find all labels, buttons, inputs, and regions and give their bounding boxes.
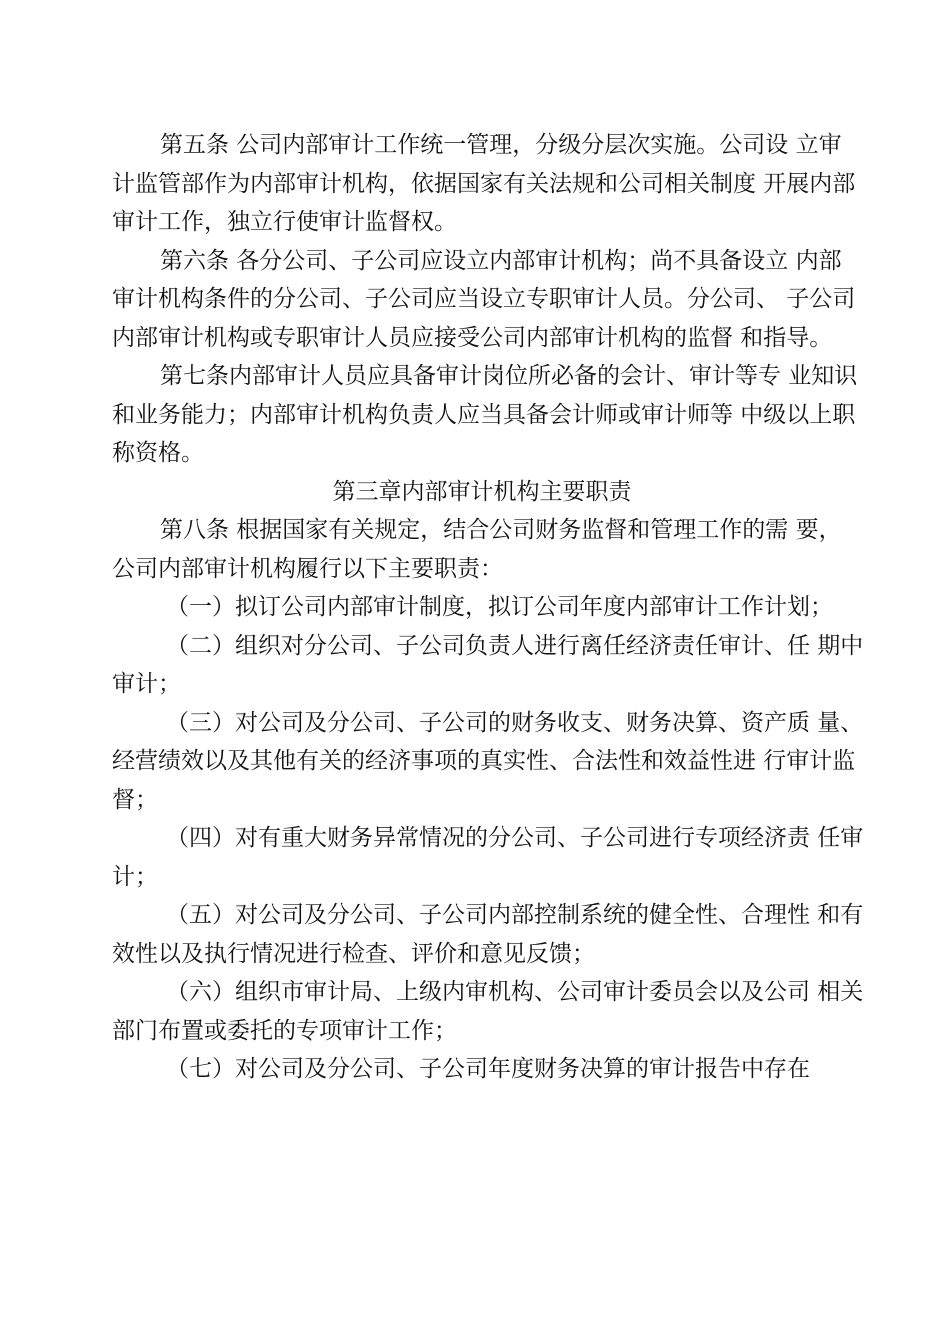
duty-item-3-line-2: 经营绩效以及其他有关的经济事项的真实性、合法性和效益性进 行审计监 [112,748,856,774]
article-5-line-3: 审计工作，独立行使审计监督权。 [112,209,457,235]
article-6-line-2: 审计机构条件的分公司、子公司应当设立专职审计人员。分公司、 子公司 [112,286,856,312]
duty-item-1: （一）拟订公司内部审计制度，拟订公司年度内部审计工作计划； [166,594,833,620]
document-body [112,126,864,1089]
duty-item-5-line-1: （五）对公司及分公司、子公司内部控制系统的健全性、合理性 和有 [166,902,864,928]
duty-item-4-line-2: 计； [112,863,158,890]
duty-item-2-line-1: （二）组织对分公司、子公司负责人进行离任经济责任审计、任 期中 [166,632,864,659]
duty-item-5-line-2: 效性以及执行情况进行检查、评价和意见反馈； [112,940,595,967]
duty-item-7-line-1: （七）对公司及分公司、子公司年度财务决算的审计报告中存在 [166,1056,810,1082]
article-5-line-2: 计监管部作为内部审计机构，依据国家有关法规和公司相关制度 开展内部 [112,170,856,197]
article-5-line-1: 第五条 公司内部审计工作统一管理，分级分层次实施。公司设 立审 [160,132,842,158]
article-8-line-1: 第八条 根据国家有关规定，结合公司财务监督和管理工作的需 要， [160,517,842,543]
duty-item-6-line-1: （六）组织市审计局、上级内审机构、公司审计委员会以及公司 相关 [166,979,864,1005]
duty-item-6-line-2: 部门布置或委托的专项审计工作； [112,1017,457,1044]
article-6-line-3: 内部审计机构或专职审计人员应接受公司内部审计机构的监督 和指导。 [112,324,833,351]
article-8-line-2: 公司内部审计机构履行以下主要职责： [112,555,503,582]
duty-item-3-line-3: 督； [112,786,158,813]
article-7-line-2: 和业务能力；内部审计机构负责人应当具备会计师或审计师等 中级以上职 [112,401,856,428]
duty-item-4-line-1: （四）对有重大财务异常情况的分公司、子公司进行专项经济责 任审 [166,825,864,851]
duty-item-2-line-2: 审计； [112,671,181,697]
duty-item-3-line-1: （三）对公司及分公司、子公司的财务收支、财务决算、资产质 量、 [166,709,864,736]
chapter-3-heading: 第三章内部审计机构主要职责 [332,478,632,505]
article-6-line-1: 第六条 各分公司、子公司应设立内部审计机构；尚不具备设立 内部 [160,247,842,274]
article-7-line-1: 第七条内部审计人员应具备审计岗位所必备的会计、审计等专 业知识 [160,363,858,389]
article-7-line-3: 称资格。 [112,440,204,466]
